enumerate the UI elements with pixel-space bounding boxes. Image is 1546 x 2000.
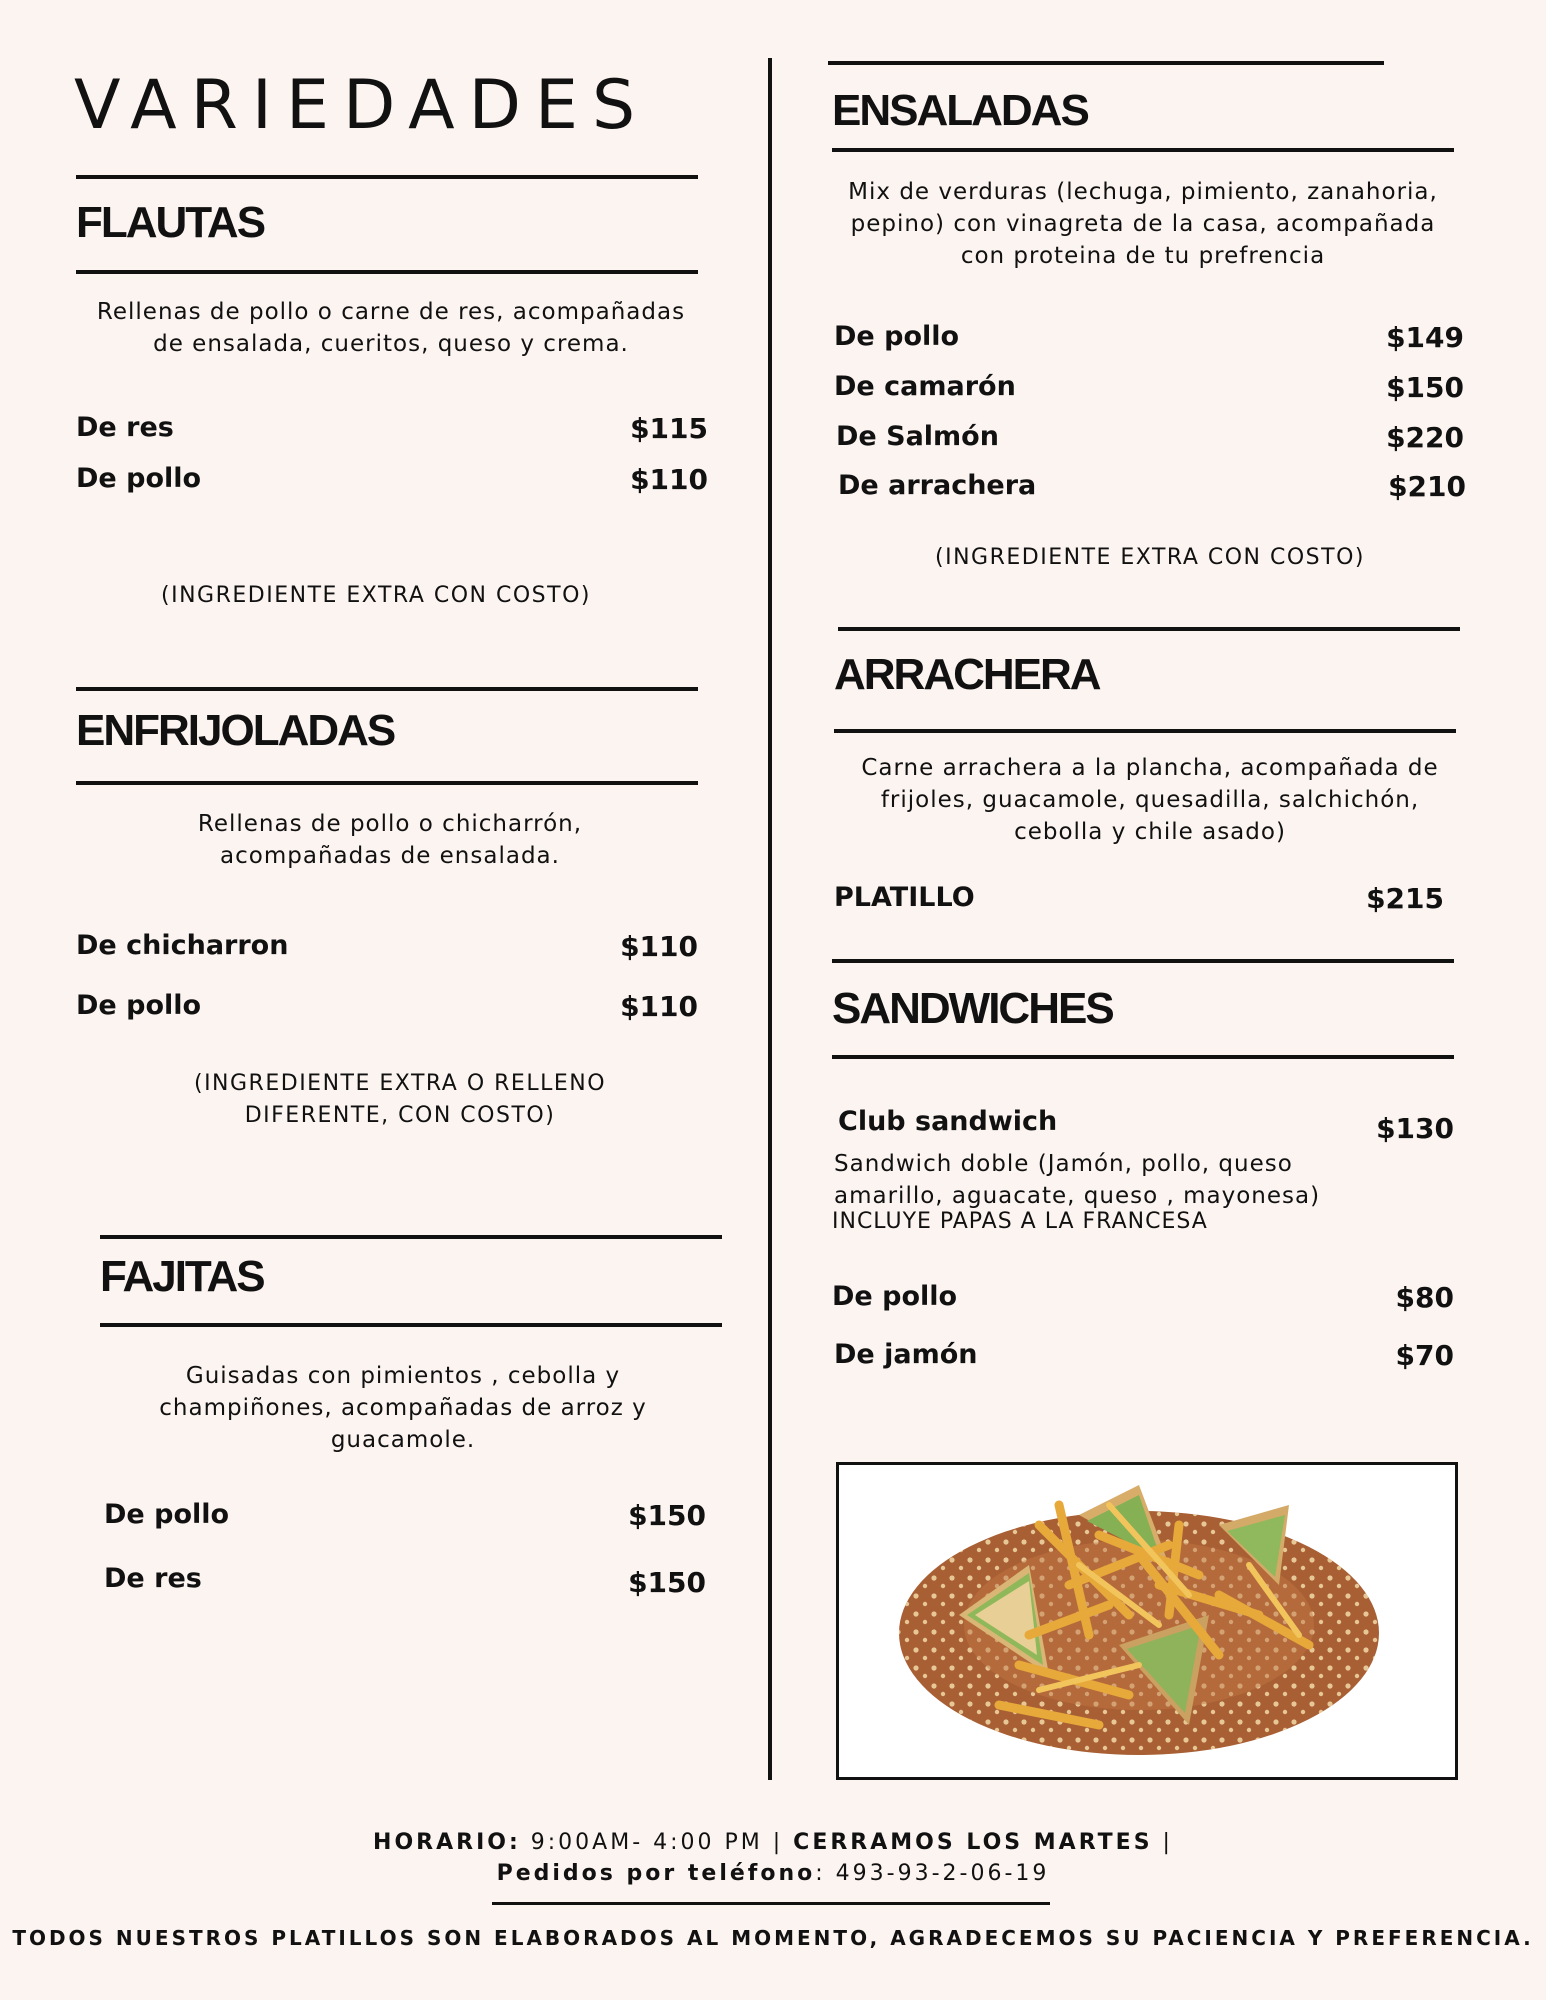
hours-line <box>0 1830 1546 1855</box>
arrachera-description: Carne arrachera a la plancha, acompañada de frijoles, guacamole, quesadilla, salchichón, cebolla y chile asado) <box>861 755 1439 845</box>
flautas-item-name: De res <box>76 412 174 443</box>
ensaladas-note: (INGREDIENTE EXTRA CON COSTO) <box>935 545 1365 570</box>
flautas-note: (INGREDIENTE EXTRA CON COSTO) <box>161 583 591 608</box>
sandwiches-bottom-rule <box>832 1055 1454 1059</box>
enfrijoladas-top-rule <box>76 687 698 691</box>
arrachera-item-price: $215 <box>1366 882 1444 915</box>
phone-number: : 493-93-2-06-19 <box>815 1861 1050 1886</box>
arrachera-item-name: PLATILLO <box>834 882 975 913</box>
hours-label: HORARIO: <box>373 1830 521 1855</box>
fajitas-bottom-rule <box>100 1323 722 1327</box>
fajitas-item-price: $150 <box>628 1499 706 1532</box>
column-divider <box>768 58 772 1780</box>
hours-separator: | <box>1152 1830 1173 1855</box>
ensaladas-description: Mix de verduras (lechuga, pimiento, zanahoria, pepino) con vinagreta de la casa, acompañada con proteina de tu prefrencia <box>848 179 1438 269</box>
flautas-top-rule <box>76 175 698 179</box>
flautas-item-price: $110 <box>630 463 708 496</box>
fajitas-heading: FAJITAS <box>100 1252 264 1301</box>
phone-label: Pedidos por teléfono <box>496 1861 816 1886</box>
fajitas-item-name: De pollo <box>104 1499 230 1530</box>
sandwiches-item-name: De pollo <box>832 1281 958 1312</box>
enfrijoladas-item-price: $110 <box>620 930 698 963</box>
ensaladas-bottom-rule <box>832 148 1454 152</box>
flautas-heading: FLAUTAS <box>76 198 265 247</box>
enfrijoladas-description: Rellenas de pollo o chicharrón, acompañadas de ensalada. <box>197 811 583 869</box>
ensaladas-heading: ENSALADAS <box>832 86 1088 135</box>
ensaladas-item-name: De camarón <box>834 371 1016 402</box>
enfrijoladas-item-price: $110 <box>620 990 698 1023</box>
club-sandwich-name: Club sandwich <box>838 1106 1058 1137</box>
ensaladas-item-name: De pollo <box>834 321 960 352</box>
arrachera-heading: ARRACHERA <box>834 650 1100 699</box>
arrachera-top-rule <box>838 627 1460 631</box>
ensaladas-item-price: $220 <box>1386 421 1464 454</box>
flautas-description: Rellenas de pollo o carne de res, acompañadas de ensalada, cueritos, queso y crema. <box>96 299 686 357</box>
ensaladas-top-rule <box>828 61 1384 65</box>
ensaladas-item-price: $210 <box>1388 470 1466 503</box>
phone-line <box>0 1861 1546 1886</box>
fajitas-top-rule <box>100 1235 722 1239</box>
fajitas-description: Guisadas con pimientos , cebolla y champiñones, acompañadas de arroz y guacamole. <box>159 1363 647 1453</box>
enfrijoladas-heading: ENFRIJOLADAS <box>76 706 395 755</box>
sandwiches-top-rule <box>832 959 1454 963</box>
sandwiches-item-name: De jamón <box>834 1339 978 1370</box>
ensaladas-item-price: $150 <box>1386 371 1464 404</box>
ensaladas-item-price: $149 <box>1386 321 1464 354</box>
club-sandwich-price: $130 <box>1376 1112 1454 1145</box>
fajitas-item-name: De res <box>104 1563 202 1594</box>
plate-illustration <box>839 1465 1455 1777</box>
ensaladas-item-name: De Salmón <box>836 421 999 452</box>
flautas-item-name: De pollo <box>76 463 202 494</box>
flautas-item-price: $115 <box>630 412 708 445</box>
sandwiches-item-price: $80 <box>1395 1281 1454 1314</box>
enfrijoladas-item-name: De pollo <box>76 990 202 1021</box>
sandwiches-item-price: $70 <box>1395 1339 1454 1372</box>
footer-rule <box>492 1902 1050 1905</box>
flautas-bottom-rule <box>76 270 698 274</box>
page-title: VARIEDADES <box>74 66 650 145</box>
arrachera-bottom-rule <box>834 729 1456 733</box>
sandwiches-heading: SANDWICHES <box>832 984 1113 1033</box>
club-sandwich-photo <box>836 1462 1458 1780</box>
enfrijoladas-note: (INGREDIENTE EXTRA O RELLENO DIFERENTE, CON COSTO) <box>193 1071 607 1128</box>
enfrijoladas-bottom-rule <box>76 781 698 785</box>
club-sandwich-description: Sandwich doble (Jamón, pollo, queso <box>834 1151 1293 1177</box>
club-sandwich-description: amarillo, aguacate, queso , mayonesa) <box>834 1183 1321 1209</box>
ensaladas-item-name: De arrachera <box>838 470 1037 501</box>
hours-value: 9:00AM- 4:00 PM | <box>520 1830 794 1855</box>
closed-days: CERRAMOS LOS MARTES <box>793 1830 1153 1855</box>
footer-tagline: TODOS NUESTROS PLATILLOS SON ELABORADOS AL MOMENTO, AGRADECEMOS SU PACIENCIA Y PREFERENCIA. <box>12 1926 1534 1950</box>
enfrijoladas-item-name: De chicharron <box>76 930 289 961</box>
club-sandwich-note: INCLUYE PAPAS A LA FRANCESA <box>832 1209 1208 1234</box>
fajitas-item-price: $150 <box>628 1566 706 1599</box>
